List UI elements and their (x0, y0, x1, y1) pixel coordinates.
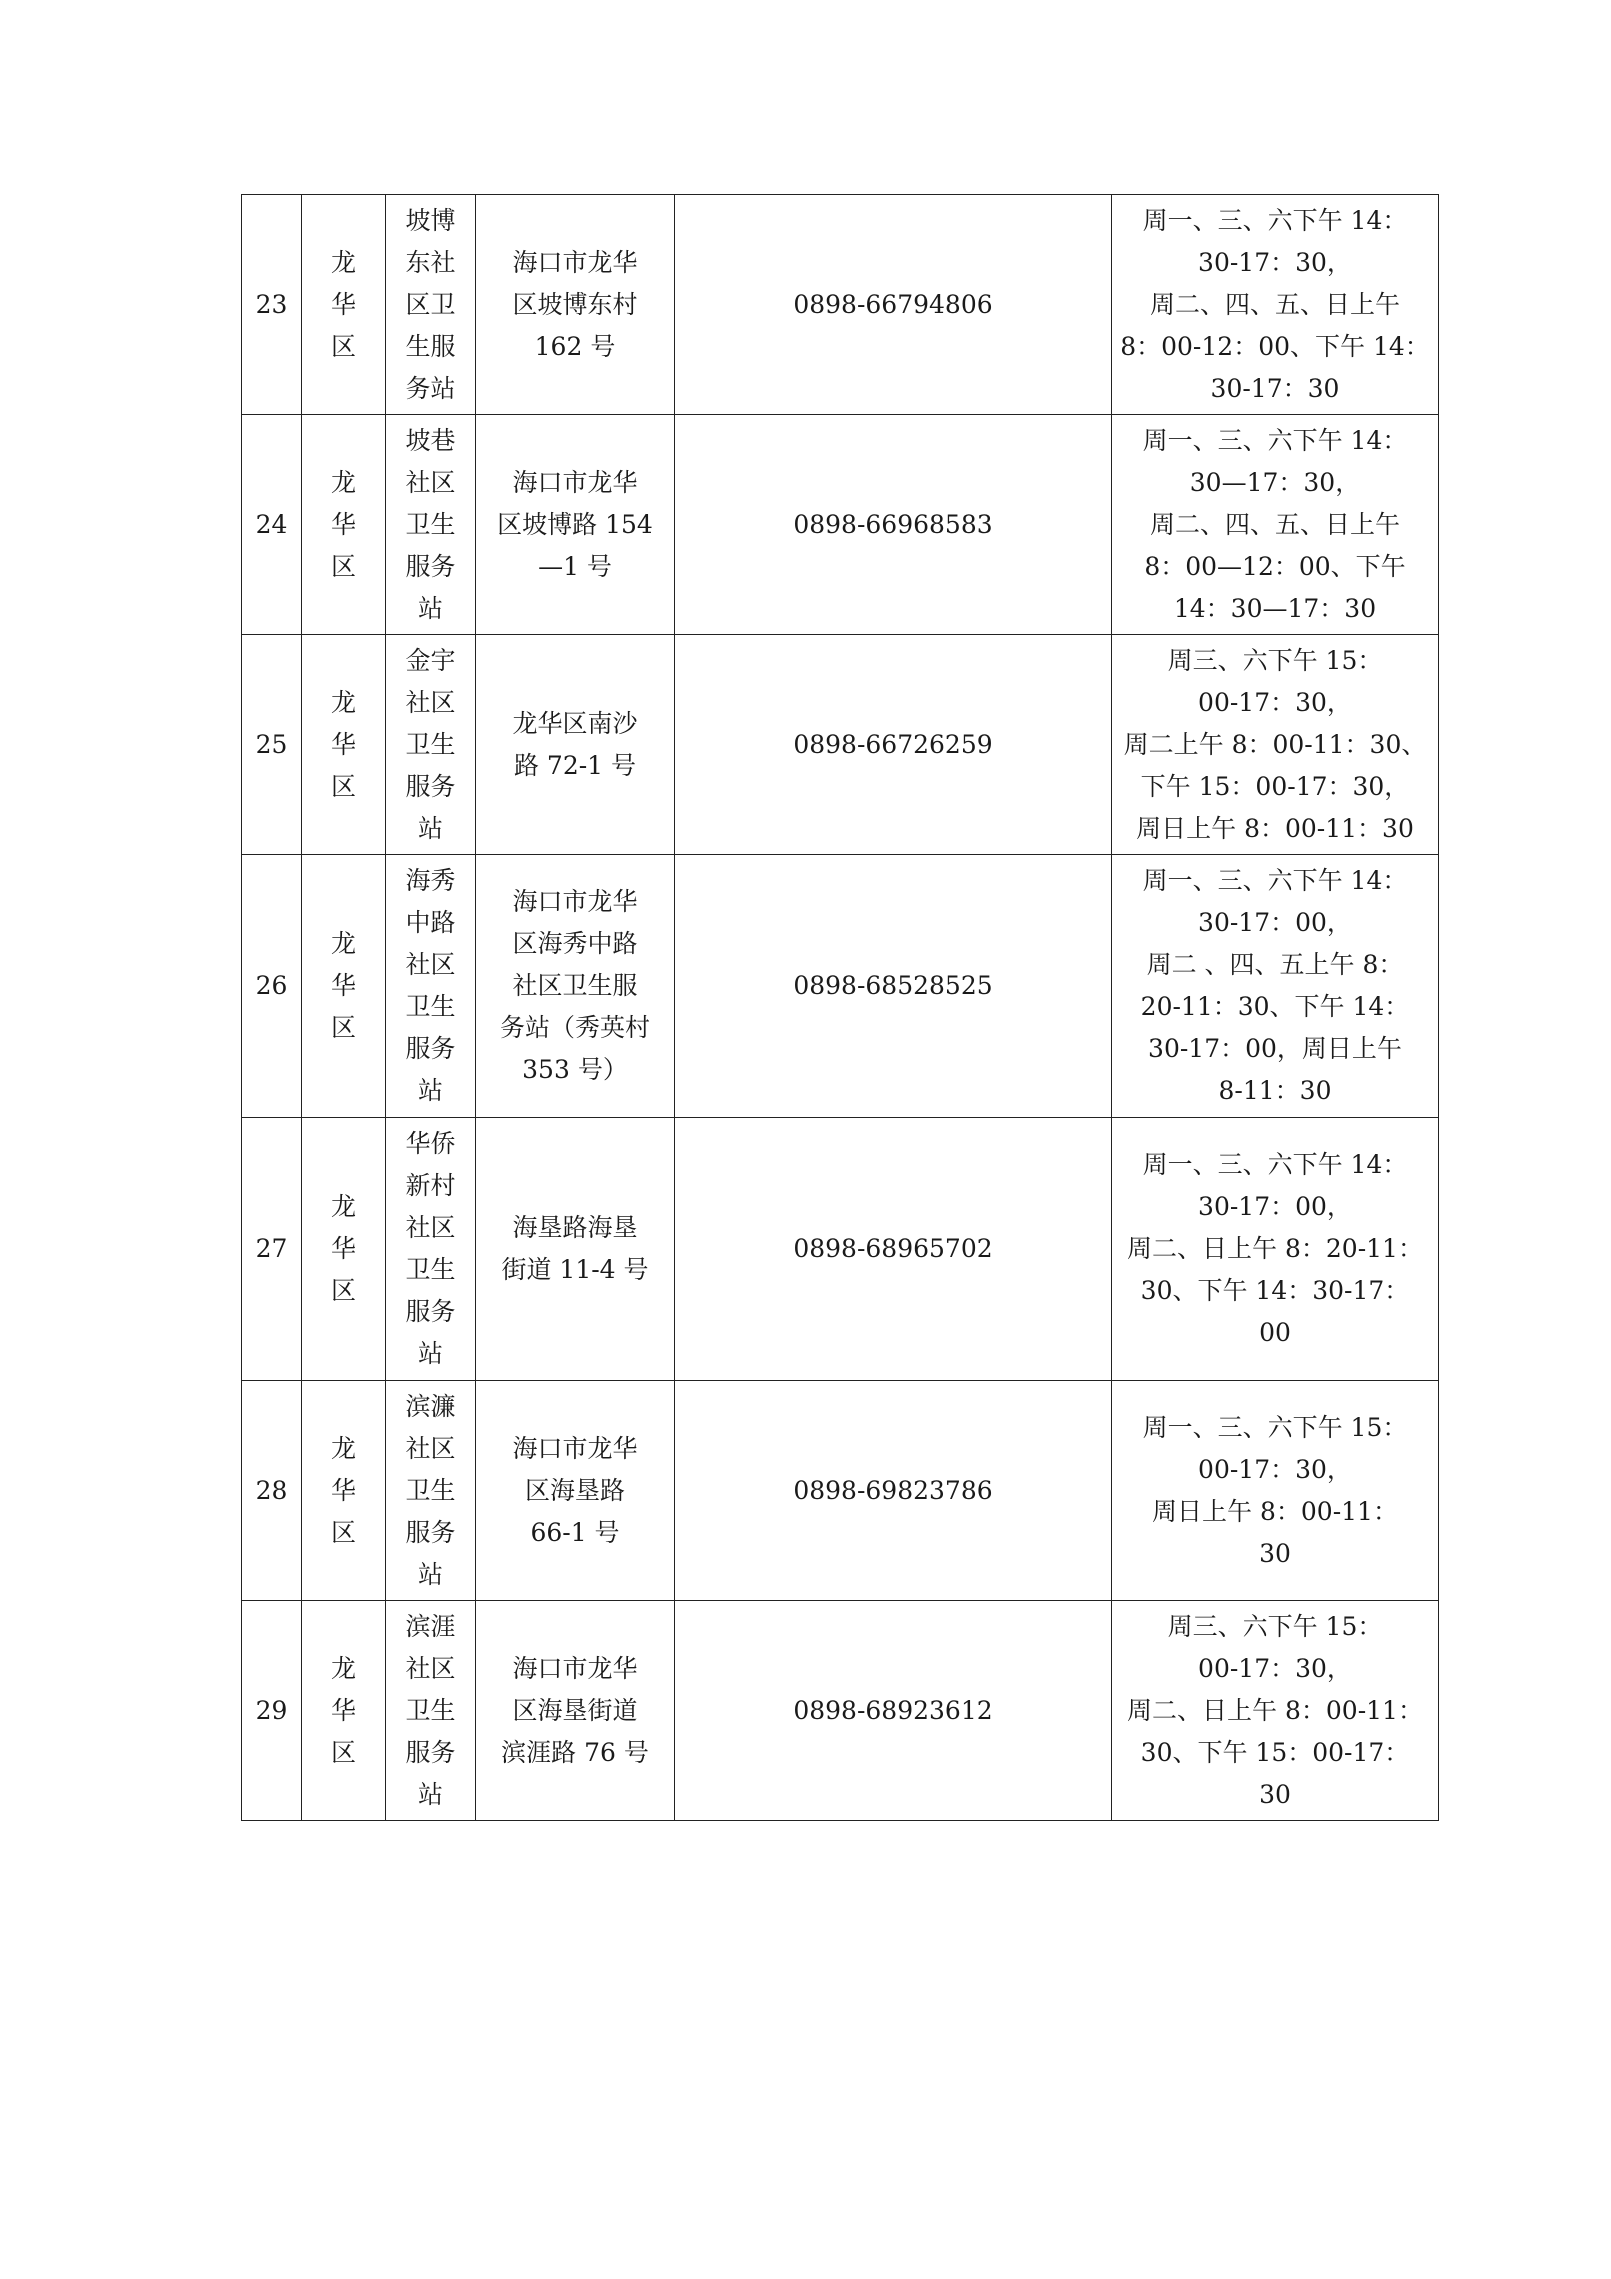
district-cell: 龙 华 区 (302, 415, 386, 635)
clinic-schedule-table (241, 194, 1439, 1821)
district-cell: 龙 华 区 (302, 195, 386, 415)
hours-cell: 周一、三、六下午 14： 30-17：00， 周二 、四、五上午 8： 20-11：30、下午 14： 30-17：00，周日上午 8-11：30 (1112, 855, 1439, 1118)
address-cell: 海口市龙华 区海秀中路 社区卫生服 务站（秀英村 353 号） (476, 855, 675, 1118)
station-name-cell: 海秀 中路 社区 卫生 服务 站 (386, 855, 476, 1118)
district-cell: 龙 华 区 (302, 1601, 386, 1821)
station-name-cell: 滨濂 社区 卫生 服务 站 (386, 1381, 476, 1601)
address-cell: 海口市龙华 区海垦街道 滨涯路 76 号 (476, 1601, 675, 1821)
station-name-cell: 坡巷 社区 卫生 服务 站 (386, 415, 476, 635)
phone-cell: 0898-66726259 (675, 635, 1112, 855)
address-cell: 海口市龙华 区坡博东村 162 号 (476, 195, 675, 415)
address-cell: 龙华区南沙 路 72-1 号 (476, 635, 675, 855)
table-row (242, 415, 1439, 635)
district-cell: 龙 华 区 (302, 635, 386, 855)
row-number: 23 (242, 195, 302, 415)
station-name-cell: 金宇 社区 卫生 服务 站 (386, 635, 476, 855)
station-name-cell: 坡博 东社 区卫 生服 务站 (386, 195, 476, 415)
district-cell: 龙 华 区 (302, 1118, 386, 1381)
hours-cell: 周一、三、六下午 14： 30—17：30， 周二、四、五、日上午 8：00—12：00、下午 14：30—17：30 (1112, 415, 1439, 635)
row-number: 29 (242, 1601, 302, 1821)
phone-cell: 0898-66794806 (675, 195, 1112, 415)
station-name-cell: 滨涯 社区 卫生 服务 站 (386, 1601, 476, 1821)
hours-cell: 周三、六下午 15： 00-17：30， 周二、日上午 8：00-11： 30、下午 15：00-17： 30 (1112, 1601, 1439, 1821)
phone-cell: 0898-66968583 (675, 415, 1112, 635)
district-cell: 龙 华 区 (302, 855, 386, 1118)
district-cell: 龙 华 区 (302, 1381, 386, 1601)
hours-cell: 周三、六下午 15： 00-17：30， 周二上午 8：00-11：30、 下午 15：00-17：30， 周日上午 8：00-11：30 (1112, 635, 1439, 855)
address-cell: 海口市龙华 区海垦路 66-1 号 (476, 1381, 675, 1601)
row-number: 27 (242, 1118, 302, 1381)
row-number: 28 (242, 1381, 302, 1601)
address-cell: 海垦路海垦 街道 11-4 号 (476, 1118, 675, 1381)
hours-cell: 周一、三、六下午 14： 30-17：00， 周二、日上午 8：20-11： 30、下午 14：30-17： 00 (1112, 1118, 1439, 1381)
address-cell: 海口市龙华 区坡博路 154 —1 号 (476, 415, 675, 635)
hours-cell: 周一、三、六下午 14： 30-17：30， 周二、四、五、日上午 8：00-12：00、下午 14： 30-17：30 (1112, 195, 1439, 415)
table-row (242, 1381, 1439, 1601)
phone-cell: 0898-68965702 (675, 1118, 1112, 1381)
table-row (242, 1118, 1439, 1381)
station-name-cell: 华侨 新村 社区 卫生 服务 站 (386, 1118, 476, 1381)
table-row (242, 855, 1439, 1118)
phone-cell: 0898-68923612 (675, 1601, 1112, 1821)
table-row (242, 635, 1439, 855)
row-number: 26 (242, 855, 302, 1118)
table-row (242, 1601, 1439, 1821)
phone-cell: 0898-69823786 (675, 1381, 1112, 1601)
phone-cell: 0898-68528525 (675, 855, 1112, 1118)
row-number: 25 (242, 635, 302, 855)
row-number: 24 (242, 415, 302, 635)
hours-cell: 周一、三、六下午 15： 00-17：30， 周日上午 8：00-11： 30 (1112, 1381, 1439, 1601)
table-row (242, 195, 1439, 415)
